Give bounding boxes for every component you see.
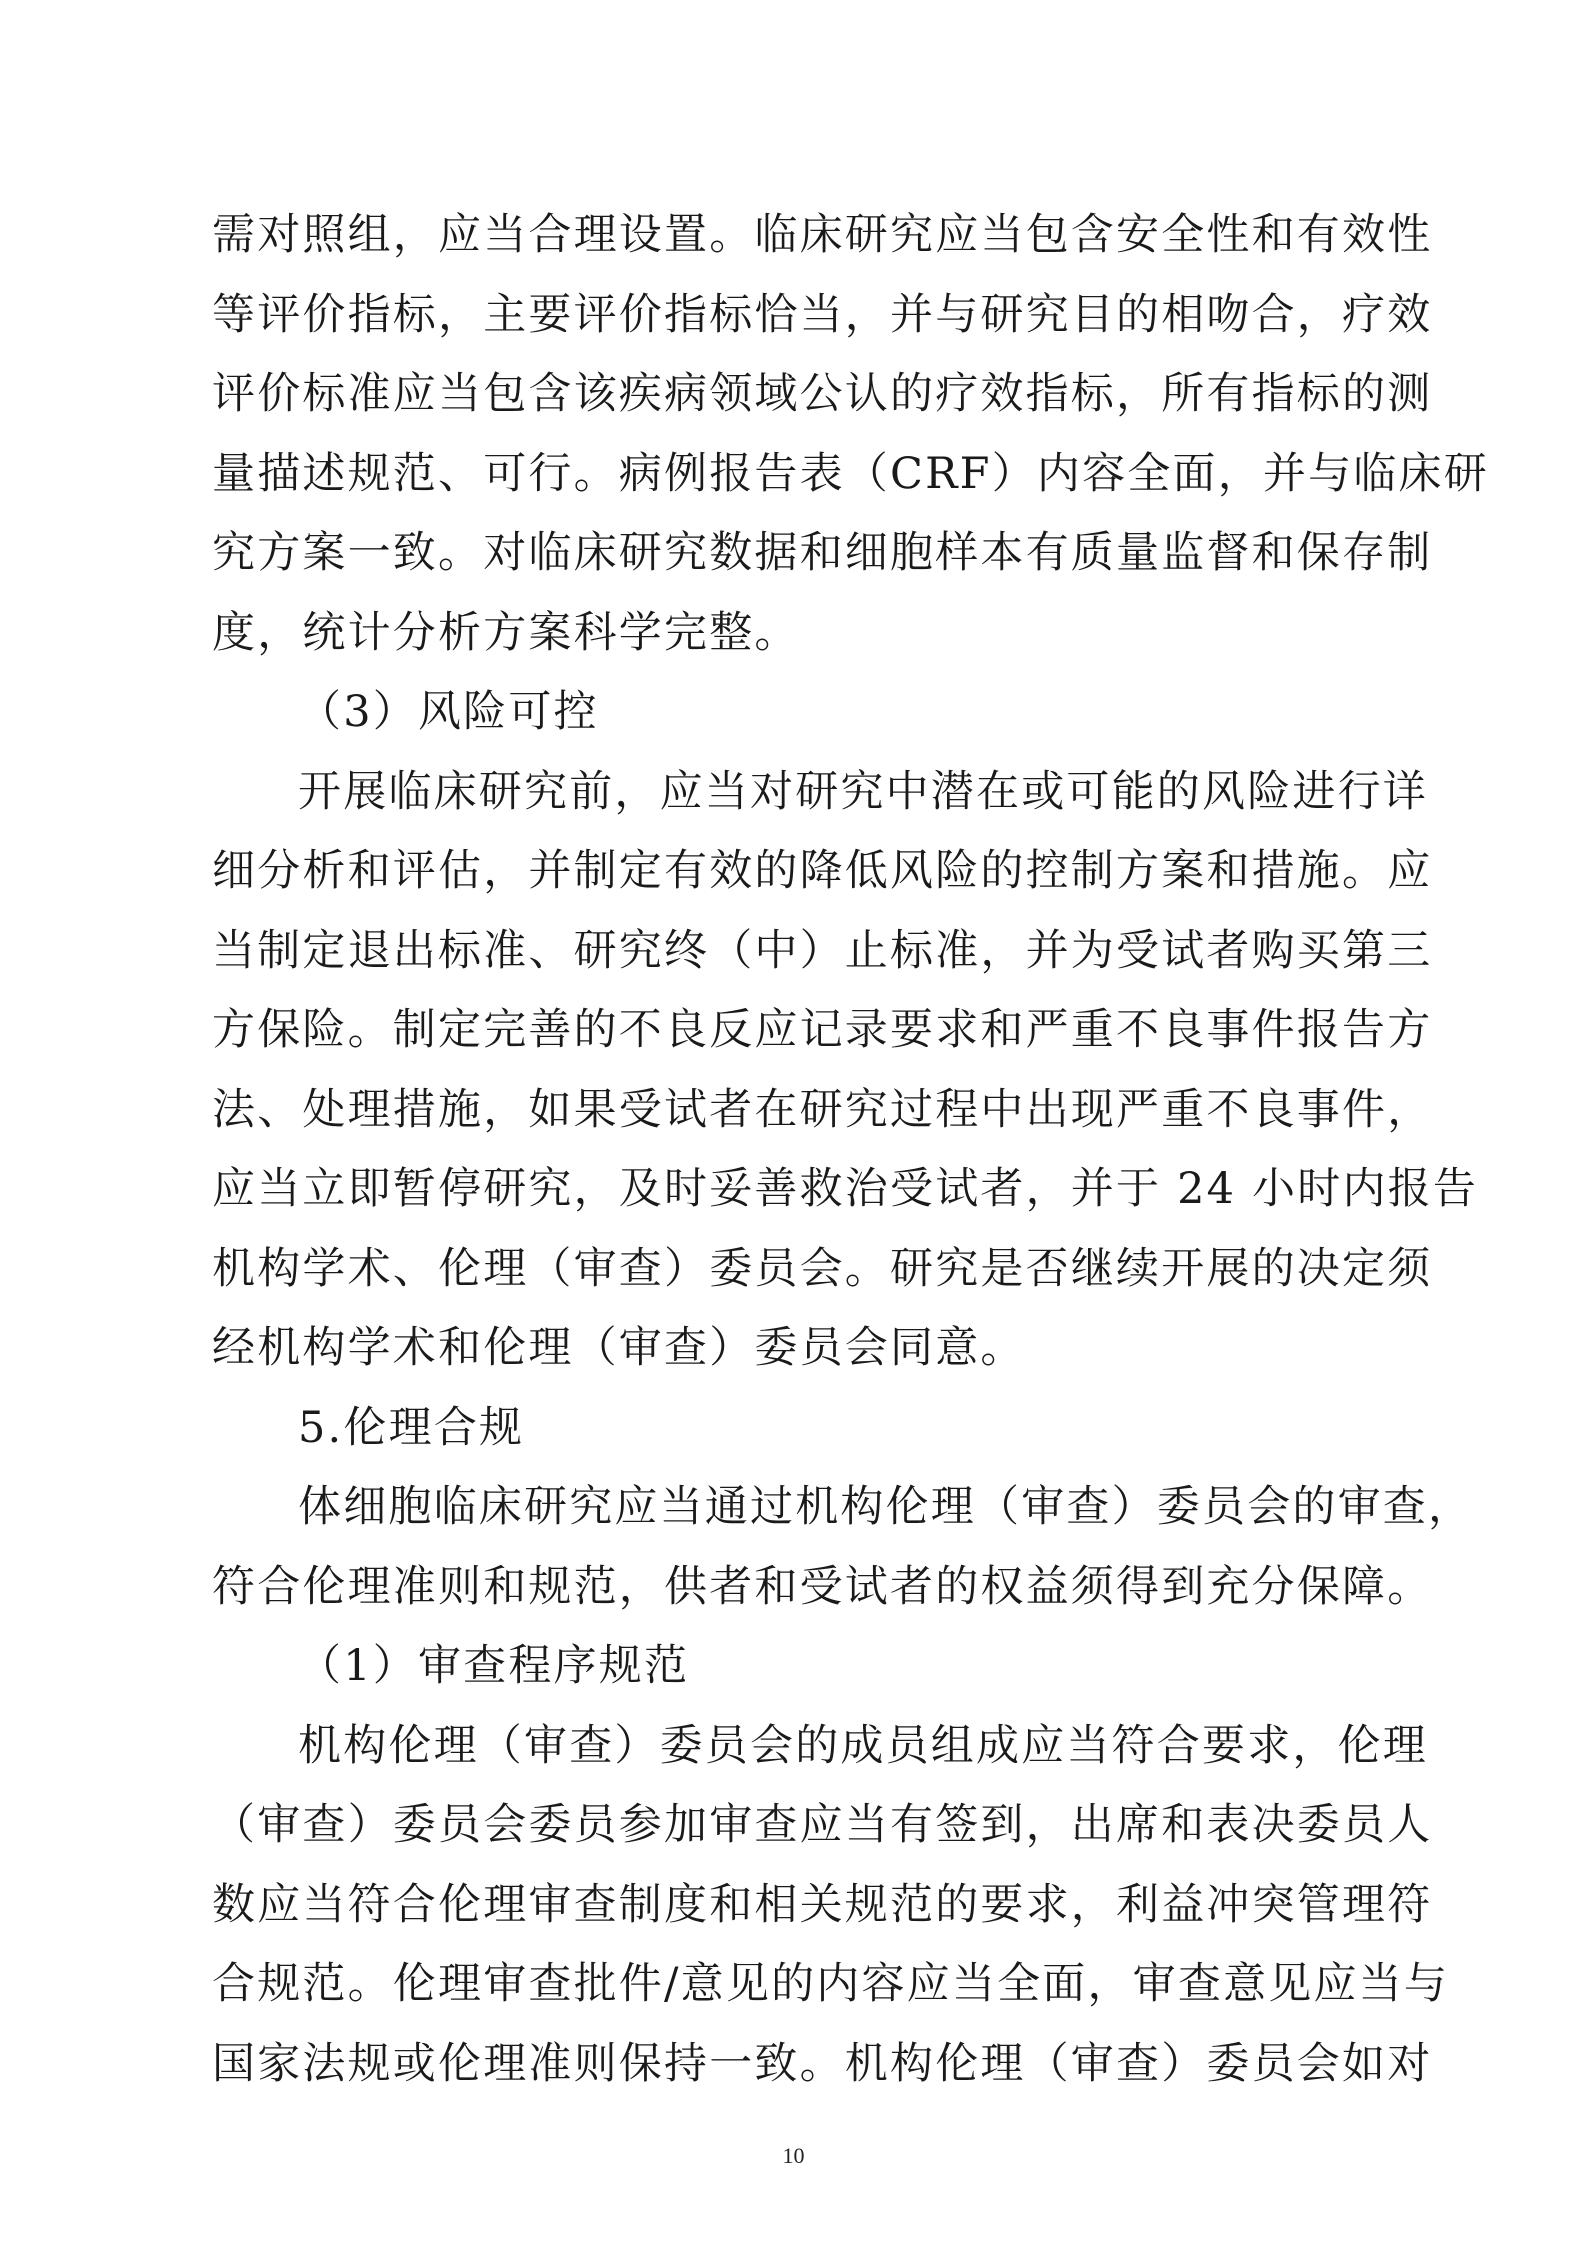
text-line: 开展临床研究前，应当对研究中潜在或可能的风险进行详 xyxy=(298,766,1428,817)
text-line: （审查）委员会委员参加审查应当有签到，出席和表决委员人 xyxy=(212,1800,1433,1850)
text-line: 细分析和评估，并制定有效的降低风险的控制方案和措施。应 xyxy=(212,846,1433,896)
text-line: 量描述规范、可行。病例报告表（CRF）内容全面，并与临床研 xyxy=(212,448,1489,499)
section-heading: （3）风险可控 xyxy=(298,687,599,737)
text-line: 方保险。制定完善的不良反应记录要求和严重不良事件报告方 xyxy=(212,1005,1433,1055)
body-text xyxy=(212,196,1489,2104)
text-line: 符合伦理准则和规范，供者和受试者的权益须得到充分保障。 xyxy=(212,1561,1433,1612)
text-line: 机构学术、伦理（审查）委员会。研究是否继续开展的决定须 xyxy=(212,1243,1433,1294)
text-line: 法、处理措施，如果受试者在研究过程中出现严重不良事件， xyxy=(212,1084,1433,1135)
text-line: 当制定退出标准、研究终（中）止标准，并为受试者购买第三 xyxy=(212,925,1433,976)
text-line: 国家法规或伦理准则保持一致。机构伦理（审查）委员会如对 xyxy=(212,2038,1433,2089)
text-line: 体细胞临床研究应当通过机构伦理（审查）委员会的审查， xyxy=(298,1482,1474,1532)
text-line: 合规范。伦理审查批件/意见的内容应当全面，审查意见应当与 xyxy=(212,1959,1450,2009)
text-line: 究方案一致。对临床研究数据和细胞样本有质量监督和保存制 xyxy=(212,528,1433,578)
text-line: 度，统计分析方案科学完整。 xyxy=(212,607,800,658)
text-line: 应当立即暂停研究，及时妥善救治受试者，并于 24 小时内报告 xyxy=(212,1164,1479,1214)
text-line: 等评价指标，主要评价指标恰当，并与研究目的相吻合，疗效 xyxy=(212,289,1433,340)
text-line: 经机构学术和伦理（审查）委员会同意。 xyxy=(212,1323,1026,1373)
text-line: 数应当符合伦理审查制度和相关规范的要求，利益冲突管理符 xyxy=(212,1879,1433,1930)
page-number: 10 xyxy=(782,2143,805,2168)
text-line: 需对照组，应当合理设置。临床研究应当包含安全性和有效性 xyxy=(212,210,1433,260)
section-heading: （1）审查程序规范 xyxy=(298,1641,690,1691)
section-heading: 5.伦理合规 xyxy=(298,1402,525,1453)
text-line: 评价标准应当包含该疾病领域公认的疗效指标，所有指标的测 xyxy=(212,369,1433,419)
text-line: 机构伦理（审查）委员会的成员组成应当符合要求，伦理 xyxy=(298,1720,1428,1771)
